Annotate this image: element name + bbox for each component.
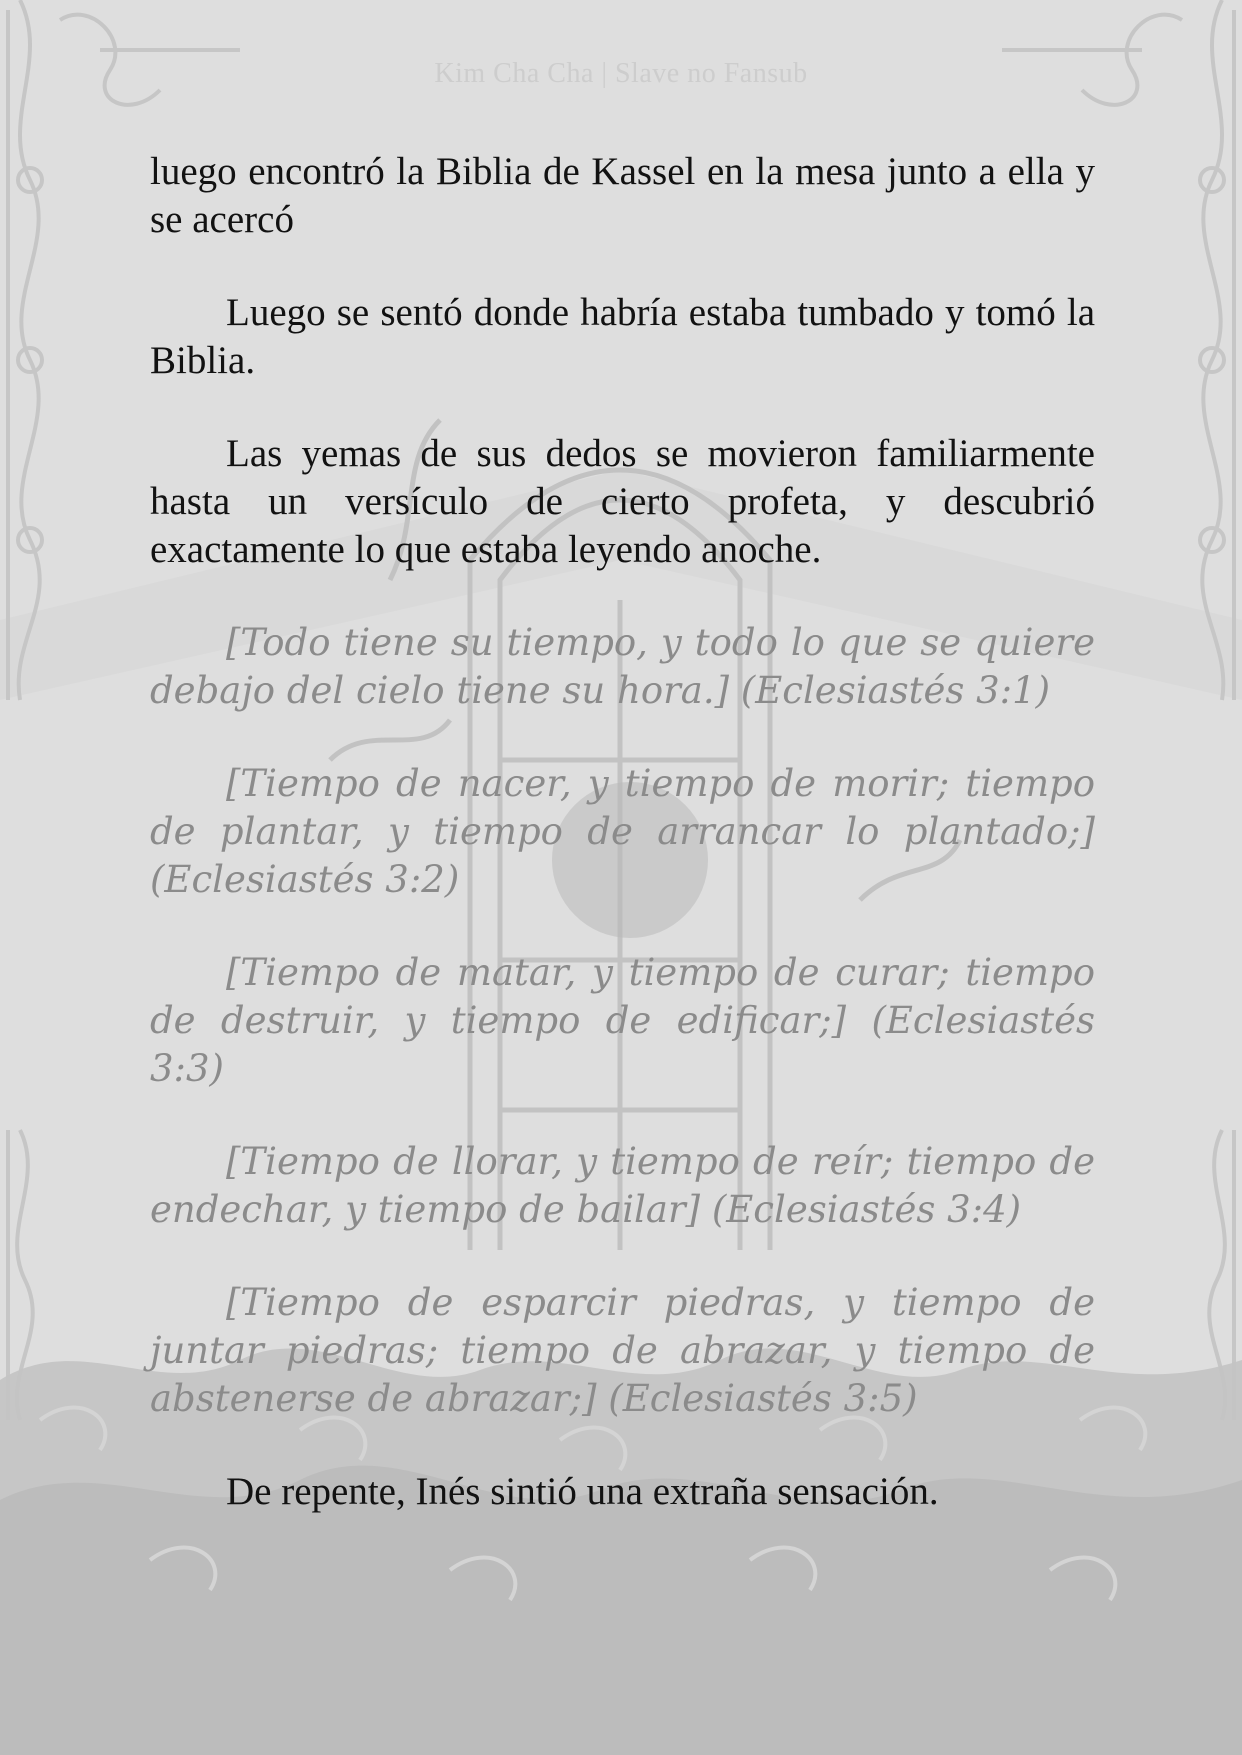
- page-text: [150, 148, 1095, 1561]
- verse-paragraph: [Tiempo de llorar, y tiempo de reír; tiempo de endechar, y tiempo de bailar] (Eclesiastés 3:4): [150, 1140, 1095, 1231]
- paragraph: De repente, Inés sintió una extraña sensación.: [226, 1470, 939, 1513]
- right-border-ornament: [1200, 0, 1234, 1420]
- verse-paragraph: [Todo tiene su tiempo, y todo lo que se quiere debajo del cielo tiene su hora.] (Eclesiastés 3:1): [150, 621, 1095, 712]
- verse-paragraph: [Tiempo de matar, y tiempo de curar; tiempo de destruir, y tiempo de edificar;] (Eclesiastés 3:3): [150, 951, 1095, 1090]
- paragraph: Luego se sentó donde habría estaba tumbado y tomó la Biblia.: [150, 291, 1095, 382]
- header-credit: Kim Cha Cha | Slave no Fansub: [434, 58, 808, 89]
- left-border-ornament: [8, 0, 42, 1420]
- verse-paragraph: [Tiempo de nacer, y tiempo de morir; tiempo de plantar, y tiempo de arrancar lo plantado;] (Eclesiastés 3:2): [150, 762, 1095, 901]
- verse-paragraph: [Tiempo de esparcir piedras, y tiempo de juntar piedras; tiempo de abrazar, y tiempo de abstenerse de abrazar;] (Eclesiastés 3:5): [150, 1281, 1095, 1420]
- paragraph: Las yemas de sus dedos se movieron familiarmente hasta un versículo de cierto profeta, y descubrió exactamente lo que estaba leyendo anoche.: [150, 432, 1095, 571]
- paragraph: luego encontró la Biblia de Kassel en la mesa junto a ella y se acercó: [150, 150, 1095, 241]
